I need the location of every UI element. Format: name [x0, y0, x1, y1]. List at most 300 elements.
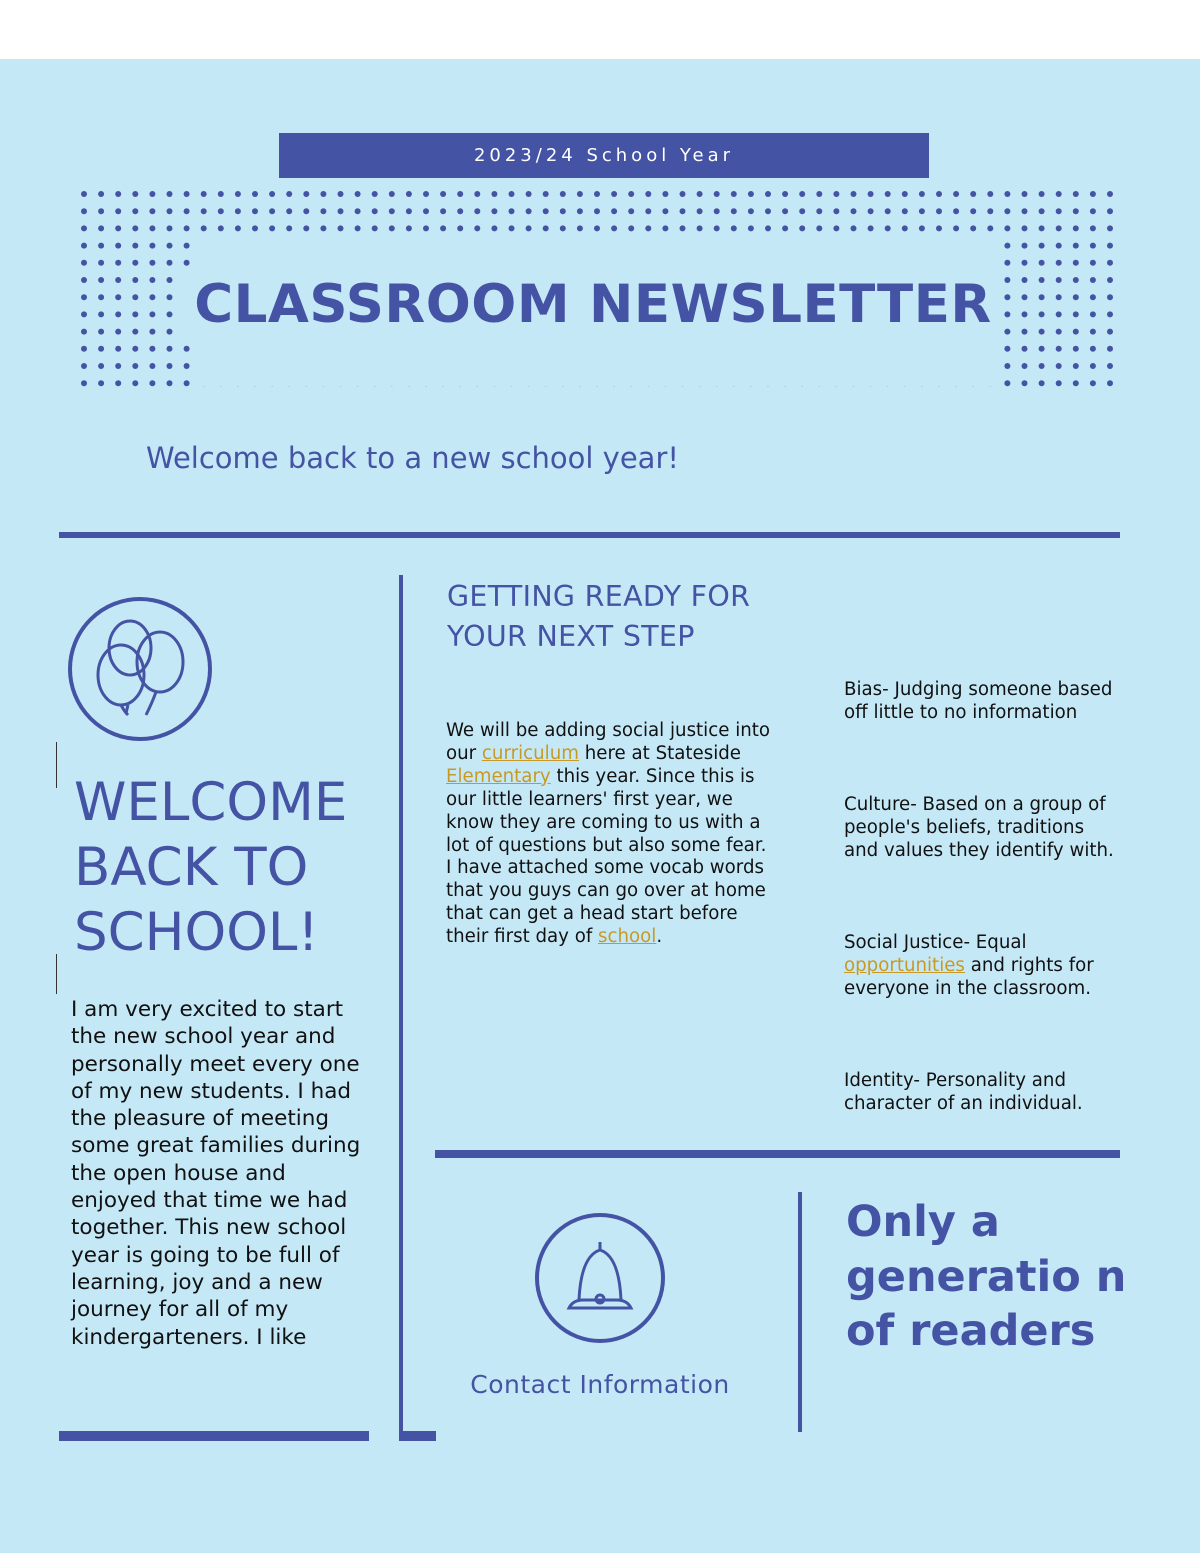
vocab-social-justice	[844, 932, 1114, 1001]
pattern-dot	[662, 208, 668, 214]
pattern-dot	[98, 191, 104, 197]
pattern-dot	[902, 225, 908, 231]
pattern-dot	[1022, 380, 1028, 386]
pattern-dot	[1073, 191, 1079, 197]
pattern-dot	[1073, 260, 1079, 266]
pattern-dot	[1022, 260, 1028, 266]
pattern-dot	[611, 208, 617, 214]
pattern-dot	[167, 329, 173, 335]
pattern-dot	[680, 225, 686, 231]
pattern-dot	[440, 208, 446, 214]
pattern-dot	[816, 225, 822, 231]
pattern-dot	[1039, 191, 1045, 197]
pattern-dot	[269, 191, 275, 197]
pattern-dot	[491, 208, 497, 214]
pattern-dot	[885, 208, 891, 214]
pattern-dot	[286, 208, 292, 214]
pattern-dot	[269, 208, 275, 214]
pattern-dot	[149, 277, 155, 283]
pattern-dot	[662, 225, 668, 231]
pattern-dot	[868, 208, 874, 214]
quote-text: Only a generatio n of readers	[846, 1197, 1127, 1356]
pattern-dot	[167, 191, 173, 197]
pattern-dot	[919, 225, 925, 231]
pattern-dot	[355, 191, 361, 197]
pattern-dot	[1022, 311, 1028, 317]
pattern-dot	[577, 191, 583, 197]
pattern-dot	[782, 225, 788, 231]
pattern-dot	[987, 208, 993, 214]
pattern-dot	[765, 225, 771, 231]
pattern-dot	[662, 191, 668, 197]
pattern-dot	[628, 191, 634, 197]
pattern-dot	[98, 363, 104, 369]
vocab-social-justice-term: Social Justice- Equal	[844, 932, 1027, 953]
pattern-dot	[457, 208, 463, 214]
pattern-dot	[526, 225, 532, 231]
pattern-dot	[885, 225, 891, 231]
pattern-dot	[218, 191, 224, 197]
pattern-dot	[149, 380, 155, 386]
pattern-dot	[184, 191, 190, 197]
pattern-dot	[474, 208, 480, 214]
pattern-dot	[970, 191, 976, 197]
pattern-dot	[1073, 346, 1079, 352]
school-link[interactable]: school	[598, 926, 657, 948]
pattern-dot	[252, 208, 258, 214]
pattern-dot	[902, 208, 908, 214]
pattern-dot	[1056, 346, 1062, 352]
pattern-dot	[748, 225, 754, 231]
getting-ready-text-part: this year. Since this is our little learners' first year, we know they are coming to us with a lot of questions but also some fear. I have attached some vocab words that you guys can go over at home that can get a head start before their first day of	[446, 765, 767, 948]
pattern-dot	[115, 243, 121, 249]
pattern-dot	[235, 191, 241, 197]
pattern-dot	[1056, 243, 1062, 249]
pattern-dot	[355, 225, 361, 231]
pattern-dot	[149, 260, 155, 266]
pattern-dot	[115, 346, 121, 352]
pattern-dot	[765, 208, 771, 214]
pattern-dot	[833, 208, 839, 214]
pattern-dot	[303, 191, 309, 197]
pattern-dot	[81, 243, 87, 249]
pattern-dot	[201, 225, 207, 231]
pattern-dot	[81, 329, 87, 335]
pattern-dot	[953, 191, 959, 197]
pattern-dot	[1090, 243, 1096, 249]
pattern-dot	[184, 380, 190, 386]
pattern-dot	[987, 225, 993, 231]
lower-section-divider	[435, 1150, 1120, 1158]
pattern-dot	[474, 225, 480, 231]
pattern-dot	[115, 225, 121, 231]
pattern-dot	[714, 208, 720, 214]
pattern-dot	[389, 208, 395, 214]
welcome-subtitle: Welcome back to a new school year!	[145, 441, 679, 475]
pattern-dot	[115, 191, 121, 197]
pattern-dot	[731, 225, 737, 231]
pattern-dot	[1073, 329, 1079, 335]
pattern-dot	[81, 294, 87, 300]
pattern-dot	[338, 208, 344, 214]
pattern-dot	[389, 225, 395, 231]
pattern-dot	[132, 346, 138, 352]
pattern-dot	[833, 191, 839, 197]
pattern-dot	[1090, 294, 1096, 300]
pattern-dot	[81, 363, 87, 369]
pattern-dot	[167, 311, 173, 317]
pattern-dot	[936, 191, 942, 197]
getting-ready-text	[446, 720, 776, 949]
pattern-dot	[115, 294, 121, 300]
pattern-dot	[919, 208, 925, 214]
pattern-dot	[1056, 277, 1062, 283]
pattern-dot	[509, 225, 515, 231]
pattern-dot	[1056, 363, 1062, 369]
pattern-dot	[423, 225, 429, 231]
pattern-dot	[1090, 191, 1096, 197]
header-divider	[59, 532, 1120, 538]
pattern-dot	[543, 208, 549, 214]
pattern-dot	[1039, 277, 1045, 283]
pattern-dot	[1056, 294, 1062, 300]
welcome-heading: WELCOME BACK TO SCHOOL!	[74, 772, 348, 963]
pattern-dot	[320, 208, 326, 214]
pattern-dot	[919, 191, 925, 197]
pattern-dot	[782, 191, 788, 197]
pattern-dot	[338, 225, 344, 231]
pattern-dot	[953, 208, 959, 214]
pattern-dot	[1090, 363, 1096, 369]
pattern-dot	[697, 225, 703, 231]
pattern-dot	[1004, 363, 1010, 369]
pattern-dot	[509, 191, 515, 197]
pattern-dot	[526, 191, 532, 197]
column-divider-foot	[399, 1431, 436, 1441]
pattern-dot	[1107, 329, 1113, 335]
pattern-dot	[98, 311, 104, 317]
pattern-dot	[560, 208, 566, 214]
pattern-dot	[1039, 346, 1045, 352]
pattern-dot	[491, 225, 497, 231]
pattern-dot	[132, 260, 138, 266]
pattern-dot	[167, 294, 173, 300]
pattern-dot	[338, 191, 344, 197]
pattern-dot	[833, 225, 839, 231]
getting-ready-text-part: here at Stateside	[578, 742, 741, 764]
text-cursor-mark	[56, 742, 57, 788]
pattern-dot	[1107, 260, 1113, 266]
pattern-dot	[731, 191, 737, 197]
quote-divider	[798, 1192, 802, 1432]
pattern-dot	[1090, 208, 1096, 214]
pattern-dot	[474, 191, 480, 197]
pattern-dot	[594, 191, 600, 197]
pattern-dot	[1056, 380, 1062, 386]
pattern-dot	[1022, 191, 1028, 197]
pattern-dot	[1090, 225, 1096, 231]
pattern-dot	[1039, 225, 1045, 231]
pattern-dot	[167, 363, 173, 369]
pattern-dot	[98, 208, 104, 214]
pattern-dot	[509, 208, 515, 214]
pattern-dot	[560, 225, 566, 231]
pattern-dot	[936, 225, 942, 231]
pattern-dot	[167, 277, 173, 283]
pattern-dot	[1004, 225, 1010, 231]
pattern-dot	[149, 311, 155, 317]
pattern-dot	[611, 191, 617, 197]
pattern-dot	[423, 191, 429, 197]
pattern-dot	[1004, 380, 1010, 386]
pattern-dot	[149, 363, 155, 369]
pattern-dot	[1090, 380, 1096, 386]
pattern-dot	[81, 277, 87, 283]
pattern-dot	[1022, 208, 1028, 214]
pattern-dot	[235, 225, 241, 231]
pattern-dot	[1004, 260, 1010, 266]
pattern-dot	[1090, 329, 1096, 335]
pattern-dot	[697, 191, 703, 197]
pattern-dot	[1107, 311, 1113, 317]
pattern-dot	[782, 208, 788, 214]
pattern-dot	[149, 191, 155, 197]
pattern-dot	[218, 225, 224, 231]
pattern-dot	[987, 191, 993, 197]
pattern-dot	[423, 208, 429, 214]
pattern-dot	[132, 311, 138, 317]
pattern-dot	[149, 225, 155, 231]
pattern-dot	[184, 225, 190, 231]
pattern-dot	[1039, 380, 1045, 386]
pattern-dot	[115, 208, 121, 214]
pattern-dot	[680, 191, 686, 197]
pattern-dot	[1107, 294, 1113, 300]
pattern-dot	[201, 191, 207, 197]
pattern-dot	[1056, 208, 1062, 214]
pattern-dot	[406, 208, 412, 214]
balloons-icon	[66, 595, 216, 745]
pattern-dot	[218, 208, 224, 214]
pattern-dot	[98, 243, 104, 249]
pattern-dot	[1039, 243, 1045, 249]
pattern-dot	[167, 225, 173, 231]
pattern-dot	[577, 225, 583, 231]
pattern-dot	[457, 191, 463, 197]
pattern-dot	[81, 225, 87, 231]
pattern-dot	[645, 208, 651, 214]
pattern-dot	[286, 225, 292, 231]
pattern-dot	[115, 380, 121, 386]
pattern-dot	[902, 191, 908, 197]
pattern-dot	[851, 208, 857, 214]
pattern-dot	[560, 191, 566, 197]
pattern-dot	[765, 191, 771, 197]
pattern-dot	[970, 225, 976, 231]
pattern-dot	[184, 208, 190, 214]
pattern-dot	[731, 208, 737, 214]
pattern-dot	[440, 225, 446, 231]
pattern-dot	[1022, 277, 1028, 283]
pattern-dot	[543, 191, 549, 197]
pattern-dot	[611, 225, 617, 231]
pattern-dot	[799, 191, 805, 197]
pattern-dot	[1090, 260, 1096, 266]
pattern-dot	[440, 191, 446, 197]
opportunities-link[interactable]: opportunities	[844, 954, 965, 976]
pattern-dot	[132, 191, 138, 197]
pattern-dot	[81, 380, 87, 386]
pattern-dot	[1056, 191, 1062, 197]
pattern-dot	[1039, 260, 1045, 266]
pattern-dot	[81, 346, 87, 352]
vocab-culture: Culture- Based on a group of people's beliefs, traditions and values they identify with.	[844, 794, 1114, 861]
pattern-dot	[81, 208, 87, 214]
getting-ready-text-part: We will be adding social justice into our	[446, 720, 771, 764]
pattern-dot	[1022, 329, 1028, 335]
pattern-dot	[1073, 277, 1079, 283]
pattern-dot	[577, 208, 583, 214]
pattern-dot	[799, 225, 805, 231]
pattern-dot	[303, 225, 309, 231]
pattern-dot	[132, 294, 138, 300]
pattern-dot	[1022, 346, 1028, 352]
pattern-dot	[1107, 380, 1113, 386]
pattern-dot	[115, 363, 121, 369]
pattern-dot	[201, 208, 207, 214]
pattern-dot	[149, 243, 155, 249]
pattern-dot	[115, 329, 121, 335]
pattern-dot	[372, 208, 378, 214]
pattern-dot	[132, 380, 138, 386]
pattern-dot	[748, 191, 754, 197]
pattern-dot	[1056, 329, 1062, 335]
pattern-dot	[132, 208, 138, 214]
pattern-dot	[1073, 311, 1079, 317]
pattern-dot	[1090, 277, 1096, 283]
pattern-dot	[149, 294, 155, 300]
pattern-dot	[457, 225, 463, 231]
pattern-dot	[594, 208, 600, 214]
pattern-dot	[1107, 243, 1113, 249]
pattern-dot	[1073, 380, 1079, 386]
pattern-dot	[149, 208, 155, 214]
getting-ready-text-part: .	[656, 926, 663, 948]
getting-ready-heading: GETTING READY FOR YOUR NEXT STEP	[447, 580, 751, 653]
pattern-dot	[81, 260, 87, 266]
pattern-dot	[1039, 363, 1045, 369]
pattern-dot	[970, 208, 976, 214]
pattern-dot	[1004, 346, 1010, 352]
school-year-label: 2023/24 School Year	[473, 145, 735, 166]
welcome-body-text: I am very excited to start the new school year and personally meet every one of my new students. I had the pleasure of meeting some great families during the open house and enjoyed that time we had together. This new school year is going to be full of learning, joy and a new journey for all of my kindergarteners. I like	[71, 997, 361, 1350]
pattern-dot	[320, 225, 326, 231]
pattern-dot	[184, 346, 190, 352]
pattern-dot	[286, 191, 292, 197]
pattern-dot	[184, 243, 190, 249]
pattern-dot	[167, 380, 173, 386]
pattern-dot	[235, 208, 241, 214]
pattern-dot	[491, 191, 497, 197]
pattern-dot	[1073, 243, 1079, 249]
pattern-dot	[184, 363, 190, 369]
pattern-dot	[132, 225, 138, 231]
pattern-dot	[868, 225, 874, 231]
pattern-dot	[406, 225, 412, 231]
pattern-dot	[526, 208, 532, 214]
pattern-dot	[680, 208, 686, 214]
pattern-dot	[1073, 225, 1079, 231]
vocab-social-justice-definition: and rights for everyone in the classroom.	[844, 954, 1094, 999]
pattern-dot	[868, 191, 874, 197]
pattern-dot	[389, 191, 395, 197]
curriculum-link[interactable]: curriculum	[481, 742, 579, 764]
pattern-dot	[1056, 260, 1062, 266]
pattern-dot	[1039, 208, 1045, 214]
pattern-dot	[1022, 243, 1028, 249]
pattern-dot	[1004, 191, 1010, 197]
pattern-dot	[269, 225, 275, 231]
pattern-dot	[1004, 311, 1010, 317]
pattern-dot	[1073, 363, 1079, 369]
pattern-dot	[167, 243, 173, 249]
elementary-link[interactable]: Elementary	[446, 765, 551, 787]
pattern-dot	[1090, 346, 1096, 352]
pattern-dot	[98, 329, 104, 335]
pattern-dot	[628, 225, 634, 231]
pattern-dot	[851, 191, 857, 197]
pattern-dot	[1056, 311, 1062, 317]
pattern-dot	[167, 208, 173, 214]
pattern-dot	[372, 225, 378, 231]
vocab-identity: Identity- Personality and character of an individual.	[844, 1070, 1083, 1114]
pattern-dot	[1004, 277, 1010, 283]
pattern-dot	[1022, 225, 1028, 231]
pattern-dot	[98, 380, 104, 386]
pattern-dot	[98, 294, 104, 300]
pattern-dot	[98, 277, 104, 283]
pattern-dot	[132, 243, 138, 249]
pattern-dot	[816, 208, 822, 214]
pattern-dot	[1039, 294, 1045, 300]
pattern-dot	[1073, 208, 1079, 214]
pattern-dot	[132, 329, 138, 335]
pattern-dot	[252, 225, 258, 231]
pattern-dot	[697, 208, 703, 214]
pattern-dot	[748, 208, 754, 214]
pattern-dot	[1090, 311, 1096, 317]
vocab-bias: Bias- Judging someone based off little to no information	[844, 679, 1113, 723]
pattern-dot	[885, 191, 891, 197]
pattern-dot	[543, 225, 549, 231]
pattern-dot	[645, 225, 651, 231]
pattern-dot	[1022, 363, 1028, 369]
pattern-dot	[184, 260, 190, 266]
pattern-dot	[1107, 208, 1113, 214]
pattern-dot	[149, 346, 155, 352]
pattern-dot	[98, 225, 104, 231]
pattern-dot	[1107, 225, 1113, 231]
pattern-dot	[149, 329, 155, 335]
contact-information-label: Contact Information	[470, 1370, 730, 1399]
pattern-dot	[953, 225, 959, 231]
newsletter-title: CLASSROOM NEWSLETTER	[182, 270, 1004, 342]
pattern-dot	[167, 346, 173, 352]
left-column-bottom-rule	[59, 1431, 369, 1441]
pattern-dot	[115, 260, 121, 266]
pattern-dot	[355, 208, 361, 214]
column-divider	[399, 575, 403, 1441]
